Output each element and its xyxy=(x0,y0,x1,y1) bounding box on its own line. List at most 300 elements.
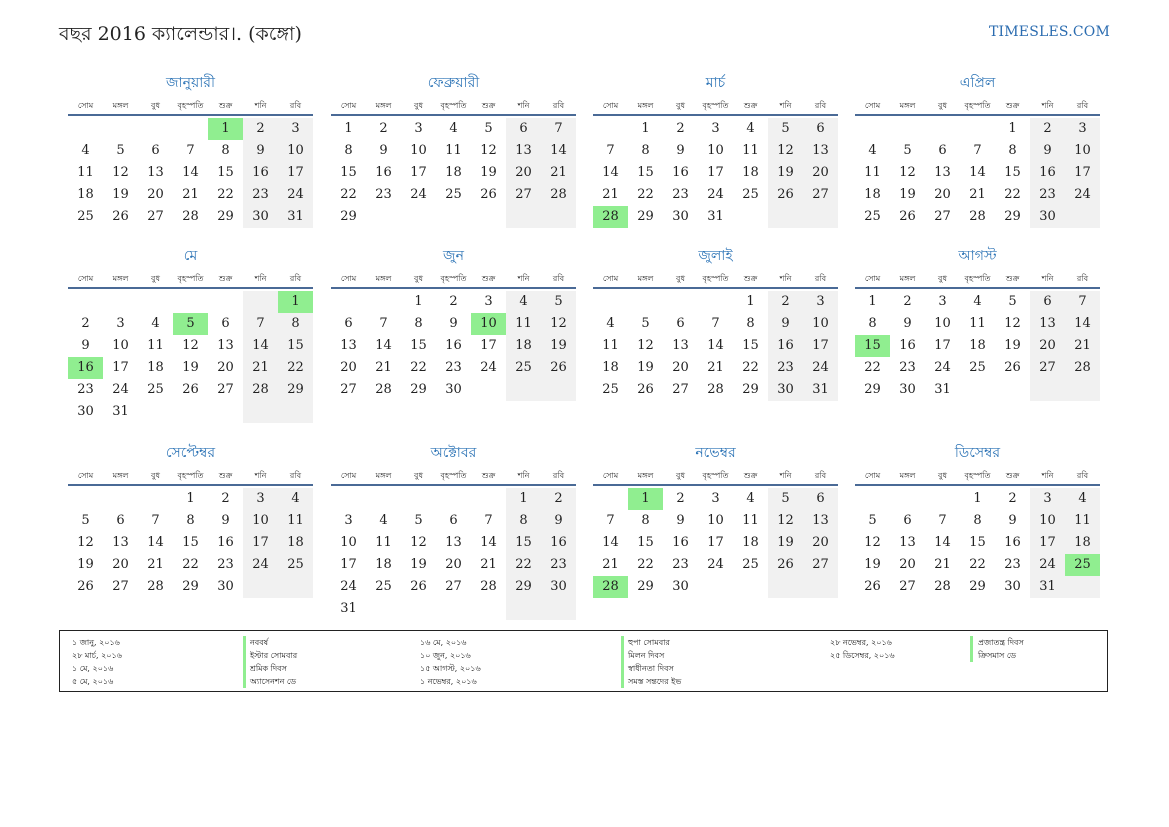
day-cell[interactable]: 23 xyxy=(375,187,392,202)
day-cell[interactable]: 15 xyxy=(742,338,759,353)
day-cell[interactable]: 22 xyxy=(217,187,234,202)
day-cell[interactable]: 23 xyxy=(672,557,689,572)
day-cell[interactable]: 11 xyxy=(969,316,986,331)
day-cell[interactable]: 14 xyxy=(182,165,199,180)
day-cell[interactable]: 19 xyxy=(112,187,129,202)
day-cell[interactable]: 22 xyxy=(278,357,313,379)
day-cell[interactable]: 3 xyxy=(243,488,278,510)
day-cell[interactable]: 27 xyxy=(1030,357,1065,379)
day-cell[interactable]: 14 xyxy=(707,338,724,353)
day-cell[interactable]: 11 xyxy=(742,513,759,528)
day-cell[interactable]: 21 xyxy=(602,187,619,202)
day-cell[interactable]: 17 xyxy=(1030,532,1065,554)
day-cell[interactable]: 5 xyxy=(116,143,125,158)
day-cell[interactable]: 6 xyxy=(116,513,125,528)
day-cell[interactable]: 5 xyxy=(541,291,576,313)
day-cell[interactable]: 5 xyxy=(1008,294,1017,309)
day-cell[interactable]: 13 xyxy=(899,535,916,550)
day-cell[interactable]: 27 xyxy=(672,382,689,397)
day-cell[interactable]: 1 xyxy=(1008,121,1017,136)
day-cell[interactable]: 4 xyxy=(278,488,313,510)
day-cell[interactable]: 10 xyxy=(707,513,724,528)
day-cell[interactable]: 21 xyxy=(375,360,392,375)
day-cell[interactable]: 5 xyxy=(868,513,877,528)
day-cell[interactable]: 16 xyxy=(541,532,576,554)
day-cell[interactable]: 30 xyxy=(672,209,689,224)
day-cell[interactable]: 25 xyxy=(742,557,759,572)
day-cell[interactable]: 14 xyxy=(1065,313,1100,335)
day-cell[interactable]: 29 xyxy=(742,382,759,397)
day-cell[interactable]: 30 xyxy=(243,206,278,228)
day-cell[interactable]: 24 xyxy=(278,184,313,206)
day-cell[interactable]: 8 xyxy=(746,316,755,331)
day-cell[interactable]: 15 xyxy=(278,335,313,357)
day-cell[interactable]: 23 xyxy=(445,360,462,375)
day-cell[interactable]: 17 xyxy=(278,162,313,184)
day-cell[interactable]: 23 xyxy=(217,557,234,572)
day-cell[interactable]: 23 xyxy=(243,184,278,206)
day-cell[interactable]: 29 xyxy=(217,209,234,224)
day-cell[interactable]: 2 xyxy=(541,488,576,510)
day-cell[interactable]: 7 xyxy=(379,316,388,331)
day-cell[interactable]: 20 xyxy=(803,532,838,554)
day-cell[interactable]: 16 xyxy=(217,535,234,550)
day-cell[interactable]: 27 xyxy=(340,382,357,397)
day-cell[interactable]: 14 xyxy=(541,140,576,162)
day-cell[interactable]: 11 xyxy=(1065,510,1100,532)
day-cell[interactable]: 14 xyxy=(602,165,619,180)
day-cell[interactable]: 25 xyxy=(742,187,759,202)
day-cell[interactable]: 5 xyxy=(81,513,90,528)
day-cell[interactable]: 31 xyxy=(112,404,129,419)
day-cell[interactable]: 13 xyxy=(147,165,164,180)
day-cell[interactable]: 9 xyxy=(903,316,912,331)
day-cell[interactable]: 25 xyxy=(969,360,986,375)
day-cell[interactable]: 2 xyxy=(903,294,912,309)
day-cell[interactable]: 30 xyxy=(1030,206,1065,228)
day-cell[interactable]: 21 xyxy=(602,557,619,572)
day-cell[interactable]: 18 xyxy=(1065,532,1100,554)
day-cell[interactable]: 13 xyxy=(217,338,234,353)
day-cell[interactable]: 14 xyxy=(375,338,392,353)
day-cell[interactable]: 15 xyxy=(410,338,427,353)
day-cell[interactable]: 12 xyxy=(864,535,881,550)
day-cell[interactable]: 27 xyxy=(147,209,164,224)
day-cell[interactable]: 26 xyxy=(768,554,803,576)
day-cell[interactable]: 10 xyxy=(707,143,724,158)
day-cell[interactable]: 9 xyxy=(379,143,388,158)
day-cell[interactable]: 21 xyxy=(243,357,278,379)
day-cell[interactable]: 18 xyxy=(77,187,94,202)
day-cell[interactable]: 11 xyxy=(506,313,541,335)
day-cell[interactable]: 15 xyxy=(1004,165,1021,180)
day-cell[interactable]: 10 xyxy=(243,510,278,532)
day-cell[interactable]: 21 xyxy=(480,557,497,572)
day-cell[interactable]: 14 xyxy=(243,335,278,357)
day-cell[interactable]: 16 xyxy=(445,338,462,353)
day-cell[interactable]: 9 xyxy=(541,510,576,532)
day-cell[interactable]: 2 xyxy=(1008,491,1017,506)
day-cell[interactable]: 8 xyxy=(278,313,313,335)
day-cell[interactable]: 7 xyxy=(938,513,947,528)
day-cell[interactable]: 26 xyxy=(899,209,916,224)
day-cell[interactable]: 19 xyxy=(182,360,199,375)
day-cell[interactable]: 1 xyxy=(641,121,650,136)
day-cell[interactable]: 15 xyxy=(340,165,357,180)
day-cell[interactable]: 1 xyxy=(414,294,423,309)
day-cell[interactable]: 24 xyxy=(1065,184,1100,206)
day-cell[interactable]: 23 xyxy=(672,187,689,202)
day-cell[interactable]: 9 xyxy=(676,143,685,158)
day-cell[interactable]: 25 xyxy=(147,382,164,397)
day-cell[interactable]: 7 xyxy=(243,313,278,335)
day-cell[interactable]: 4 xyxy=(746,121,755,136)
day-cell[interactable]: 23 xyxy=(77,382,94,397)
day-cell[interactable]: 21 xyxy=(934,557,951,572)
day-cell[interactable]: 11 xyxy=(278,510,313,532)
day-cell[interactable]: 18 xyxy=(742,535,759,550)
day-cell[interactable]: 29 xyxy=(410,382,427,397)
day-cell[interactable]: 9 xyxy=(81,338,90,353)
day-cell[interactable]: 26 xyxy=(480,187,497,202)
day-cell[interactable]: 1 xyxy=(208,118,243,140)
day-cell[interactable]: 7 xyxy=(151,513,160,528)
day-cell[interactable]: 3 xyxy=(711,491,720,506)
day-cell[interactable]: 21 xyxy=(707,360,724,375)
day-cell[interactable]: 25 xyxy=(602,382,619,397)
day-cell[interactable]: 24 xyxy=(707,557,724,572)
day-cell[interactable]: 25 xyxy=(278,554,313,576)
day-cell[interactable]: 19 xyxy=(541,335,576,357)
day-cell[interactable]: 28 xyxy=(541,184,576,206)
day-cell[interactable]: 16 xyxy=(899,338,916,353)
day-cell[interactable]: 3 xyxy=(278,118,313,140)
day-cell[interactable]: 1 xyxy=(628,488,663,510)
day-cell[interactable]: 23 xyxy=(1030,184,1065,206)
day-cell[interactable]: 17 xyxy=(410,165,427,180)
day-cell[interactable]: 9 xyxy=(449,316,458,331)
day-cell[interactable]: 20 xyxy=(1030,335,1065,357)
day-cell[interactable]: 28 xyxy=(147,579,164,594)
day-cell[interactable]: 22 xyxy=(506,554,541,576)
day-cell[interactable]: 17 xyxy=(934,338,951,353)
day-cell[interactable]: 17 xyxy=(707,165,724,180)
day-cell[interactable]: 29 xyxy=(969,579,986,594)
day-cell[interactable]: 16 xyxy=(1004,535,1021,550)
day-cell[interactable]: 30 xyxy=(217,579,234,594)
day-cell[interactable]: 21 xyxy=(1065,335,1100,357)
day-cell[interactable]: 22 xyxy=(742,360,759,375)
day-cell[interactable]: 24 xyxy=(480,360,497,375)
day-cell[interactable]: 20 xyxy=(445,557,462,572)
day-cell[interactable]: 10 xyxy=(1065,140,1100,162)
day-cell[interactable]: 23 xyxy=(1004,557,1021,572)
day-cell[interactable]: 18 xyxy=(445,165,462,180)
day-cell[interactable]: 5 xyxy=(641,316,650,331)
day-cell[interactable]: 27 xyxy=(899,579,916,594)
day-cell[interactable]: 18 xyxy=(742,165,759,180)
day-cell[interactable]: 26 xyxy=(1004,360,1021,375)
day-cell[interactable]: 20 xyxy=(803,162,838,184)
day-cell[interactable]: 21 xyxy=(182,187,199,202)
day-cell[interactable]: 6 xyxy=(1030,291,1065,313)
day-cell[interactable]: 25 xyxy=(864,209,881,224)
day-cell[interactable]: 27 xyxy=(803,554,838,576)
day-cell[interactable]: 8 xyxy=(641,143,650,158)
day-cell[interactable]: 7 xyxy=(186,143,195,158)
day-cell[interactable]: 25 xyxy=(375,579,392,594)
day-cell[interactable]: 2 xyxy=(676,121,685,136)
day-cell[interactable]: 1 xyxy=(186,491,195,506)
day-cell[interactable]: 9 xyxy=(768,313,803,335)
day-cell[interactable]: 31 xyxy=(803,379,838,401)
day-cell[interactable]: 2 xyxy=(1030,118,1065,140)
day-cell[interactable]: 14 xyxy=(969,165,986,180)
day-cell[interactable]: 12 xyxy=(480,143,497,158)
day-cell[interactable]: 8 xyxy=(186,513,195,528)
day-cell[interactable]: 4 xyxy=(151,316,160,331)
day-cell[interactable]: 28 xyxy=(934,579,951,594)
day-cell[interactable]: 4 xyxy=(379,513,388,528)
day-cell[interactable]: 5 xyxy=(903,143,912,158)
day-cell[interactable]: 19 xyxy=(77,557,94,572)
day-cell[interactable]: 15 xyxy=(506,532,541,554)
day-cell[interactable]: 8 xyxy=(868,316,877,331)
day-cell[interactable]: 29 xyxy=(637,209,654,224)
day-cell[interactable]: 18 xyxy=(506,335,541,357)
day-cell[interactable]: 28 xyxy=(375,382,392,397)
day-cell[interactable]: 27 xyxy=(112,579,129,594)
day-cell[interactable]: 16 xyxy=(672,535,689,550)
day-cell[interactable]: 9 xyxy=(243,140,278,162)
day-cell[interactable]: 15 xyxy=(855,335,890,357)
day-cell[interactable]: 20 xyxy=(672,360,689,375)
day-cell[interactable]: 14 xyxy=(934,535,951,550)
day-cell[interactable]: 10 xyxy=(278,140,313,162)
day-cell[interactable]: 5 xyxy=(414,513,423,528)
day-cell[interactable]: 24 xyxy=(803,357,838,379)
day-cell[interactable]: 30 xyxy=(77,404,94,419)
day-cell[interactable]: 6 xyxy=(344,316,353,331)
day-cell[interactable]: 9 xyxy=(221,513,230,528)
day-cell[interactable]: 28 xyxy=(182,209,199,224)
day-cell[interactable]: 12 xyxy=(541,313,576,335)
day-cell[interactable]: 13 xyxy=(340,338,357,353)
day-cell[interactable]: 13 xyxy=(112,535,129,550)
day-cell[interactable]: 10 xyxy=(410,143,427,158)
day-cell[interactable]: 19 xyxy=(899,187,916,202)
day-cell[interactable]: 11 xyxy=(742,143,759,158)
day-cell[interactable]: 22 xyxy=(637,187,654,202)
day-cell[interactable]: 28 xyxy=(243,379,278,401)
day-cell[interactable]: 19 xyxy=(864,557,881,572)
day-cell[interactable]: 7 xyxy=(484,513,493,528)
day-cell[interactable]: 8 xyxy=(1008,143,1017,158)
day-cell[interactable]: 3 xyxy=(116,316,125,331)
day-cell[interactable]: 22 xyxy=(182,557,199,572)
day-cell[interactable]: 31 xyxy=(707,209,724,224)
day-cell[interactable]: 26 xyxy=(768,184,803,206)
day-cell[interactable]: 30 xyxy=(445,382,462,397)
day-cell[interactable]: 11 xyxy=(864,165,881,180)
day-cell[interactable]: 3 xyxy=(484,294,493,309)
day-cell[interactable]: 4 xyxy=(1065,488,1100,510)
day-cell[interactable]: 29 xyxy=(340,209,357,224)
day-cell[interactable]: 16 xyxy=(1030,162,1065,184)
day-cell[interactable]: 4 xyxy=(506,291,541,313)
day-cell[interactable]: 8 xyxy=(344,143,353,158)
day-cell[interactable]: 13 xyxy=(934,165,951,180)
day-cell[interactable]: 13 xyxy=(803,140,838,162)
day-cell[interactable]: 1 xyxy=(506,488,541,510)
day-cell[interactable]: 17 xyxy=(112,360,129,375)
day-cell[interactable]: 12 xyxy=(182,338,199,353)
day-cell[interactable]: 20 xyxy=(112,557,129,572)
day-cell[interactable]: 25 xyxy=(445,187,462,202)
day-cell[interactable]: 3 xyxy=(414,121,423,136)
day-cell[interactable]: 6 xyxy=(449,513,458,528)
day-cell[interactable]: 8 xyxy=(221,143,230,158)
day-cell[interactable]: 20 xyxy=(899,557,916,572)
day-cell[interactable]: 16 xyxy=(375,165,392,180)
day-cell[interactable]: 23 xyxy=(541,554,576,576)
day-cell[interactable]: 18 xyxy=(864,187,881,202)
day-cell[interactable]: 27 xyxy=(803,184,838,206)
day-cell[interactable]: 4 xyxy=(449,121,458,136)
day-cell[interactable]: 12 xyxy=(899,165,916,180)
day-cell[interactable]: 1 xyxy=(973,491,982,506)
day-cell[interactable]: 16 xyxy=(68,357,103,379)
day-cell[interactable]: 29 xyxy=(506,576,541,598)
day-cell[interactable]: 29 xyxy=(278,379,313,401)
day-cell[interactable]: 8 xyxy=(641,513,650,528)
day-cell[interactable]: 10 xyxy=(112,338,129,353)
day-cell[interactable]: 10 xyxy=(1030,510,1065,532)
day-cell[interactable]: 20 xyxy=(340,360,357,375)
day-cell[interactable]: 19 xyxy=(768,162,803,184)
day-cell[interactable]: 22 xyxy=(340,187,357,202)
day-cell[interactable]: 31 xyxy=(340,601,357,616)
day-cell[interactable]: 3 xyxy=(1030,488,1065,510)
day-cell[interactable]: 24 xyxy=(340,579,357,594)
day-cell[interactable]: 2 xyxy=(379,121,388,136)
day-cell[interactable]: 2 xyxy=(768,291,803,313)
day-cell[interactable]: 23 xyxy=(768,357,803,379)
day-cell[interactable]: 12 xyxy=(637,338,654,353)
day-cell[interactable]: 12 xyxy=(77,535,94,550)
day-cell[interactable]: 20 xyxy=(147,187,164,202)
day-cell[interactable]: 6 xyxy=(938,143,947,158)
day-cell[interactable]: 6 xyxy=(903,513,912,528)
day-cell[interactable]: 30 xyxy=(768,379,803,401)
day-cell[interactable]: 15 xyxy=(637,535,654,550)
day-cell[interactable]: 5 xyxy=(173,313,208,335)
day-cell[interactable]: 26 xyxy=(864,579,881,594)
day-cell[interactable]: 23 xyxy=(899,360,916,375)
day-cell[interactable]: 6 xyxy=(506,118,541,140)
day-cell[interactable]: 4 xyxy=(746,491,755,506)
day-cell[interactable]: 11 xyxy=(445,143,462,158)
day-cell[interactable]: 3 xyxy=(938,294,947,309)
day-cell[interactable]: 19 xyxy=(768,532,803,554)
day-cell[interactable]: 2 xyxy=(221,491,230,506)
day-cell[interactable]: 11 xyxy=(147,338,164,353)
day-cell[interactable]: 22 xyxy=(1004,187,1021,202)
day-cell[interactable]: 17 xyxy=(340,557,357,572)
day-cell[interactable]: 16 xyxy=(672,165,689,180)
day-cell[interactable]: 21 xyxy=(969,187,986,202)
day-cell[interactable]: 29 xyxy=(637,579,654,594)
day-cell[interactable]: 6 xyxy=(151,143,160,158)
day-cell[interactable]: 19 xyxy=(410,557,427,572)
day-cell[interactable]: 22 xyxy=(410,360,427,375)
day-cell[interactable]: 30 xyxy=(541,576,576,598)
day-cell[interactable]: 19 xyxy=(637,360,654,375)
day-cell[interactable]: 12 xyxy=(410,535,427,550)
day-cell[interactable]: 7 xyxy=(541,118,576,140)
day-cell[interactable]: 8 xyxy=(414,316,423,331)
day-cell[interactable]: 2 xyxy=(243,118,278,140)
day-cell[interactable]: 10 xyxy=(934,316,951,331)
day-cell[interactable]: 24 xyxy=(934,360,951,375)
day-cell[interactable]: 7 xyxy=(1065,291,1100,313)
day-cell[interactable]: 31 xyxy=(278,206,313,228)
day-cell[interactable]: 15 xyxy=(637,165,654,180)
day-cell[interactable]: 30 xyxy=(899,382,916,397)
day-cell[interactable]: 3 xyxy=(803,291,838,313)
day-cell[interactable]: 20 xyxy=(934,187,951,202)
day-cell[interactable]: 3 xyxy=(344,513,353,528)
day-cell[interactable]: 24 xyxy=(1030,554,1065,576)
day-cell[interactable]: 13 xyxy=(803,510,838,532)
day-cell[interactable]: 27 xyxy=(217,382,234,397)
site-link[interactable]: TIMESLES.COM xyxy=(989,24,1110,40)
day-cell[interactable]: 1 xyxy=(868,294,877,309)
day-cell[interactable]: 28 xyxy=(969,209,986,224)
day-cell[interactable]: 12 xyxy=(768,510,803,532)
day-cell[interactable]: 13 xyxy=(506,140,541,162)
day-cell[interactable]: 17 xyxy=(480,338,497,353)
day-cell[interactable]: 25 xyxy=(77,209,94,224)
day-cell[interactable]: 10 xyxy=(803,313,838,335)
day-cell[interactable]: 2 xyxy=(449,294,458,309)
day-cell[interactable]: 26 xyxy=(112,209,129,224)
day-cell[interactable]: 26 xyxy=(637,382,654,397)
day-cell[interactable]: 13 xyxy=(672,338,689,353)
day-cell[interactable]: 18 xyxy=(602,360,619,375)
day-cell[interactable]: 27 xyxy=(445,579,462,594)
day-cell[interactable]: 29 xyxy=(182,579,199,594)
day-cell[interactable]: 28 xyxy=(593,206,628,228)
day-cell[interactable]: 2 xyxy=(676,491,685,506)
day-cell[interactable]: 9 xyxy=(676,513,685,528)
day-cell[interactable]: 6 xyxy=(803,118,838,140)
day-cell[interactable]: 22 xyxy=(637,557,654,572)
day-cell[interactable]: 8 xyxy=(506,510,541,532)
day-cell[interactable]: 14 xyxy=(147,535,164,550)
day-cell[interactable]: 19 xyxy=(1004,338,1021,353)
day-cell[interactable]: 5 xyxy=(484,121,493,136)
day-cell[interactable]: 1 xyxy=(344,121,353,136)
day-cell[interactable]: 7 xyxy=(973,143,982,158)
day-cell[interactable]: 7 xyxy=(711,316,720,331)
day-cell[interactable]: 10 xyxy=(340,535,357,550)
day-cell[interactable]: 11 xyxy=(375,535,392,550)
day-cell[interactable]: 12 xyxy=(112,165,129,180)
day-cell[interactable]: 11 xyxy=(77,165,94,180)
day-cell[interactable]: 24 xyxy=(112,382,129,397)
day-cell[interactable]: 9 xyxy=(1030,140,1065,162)
